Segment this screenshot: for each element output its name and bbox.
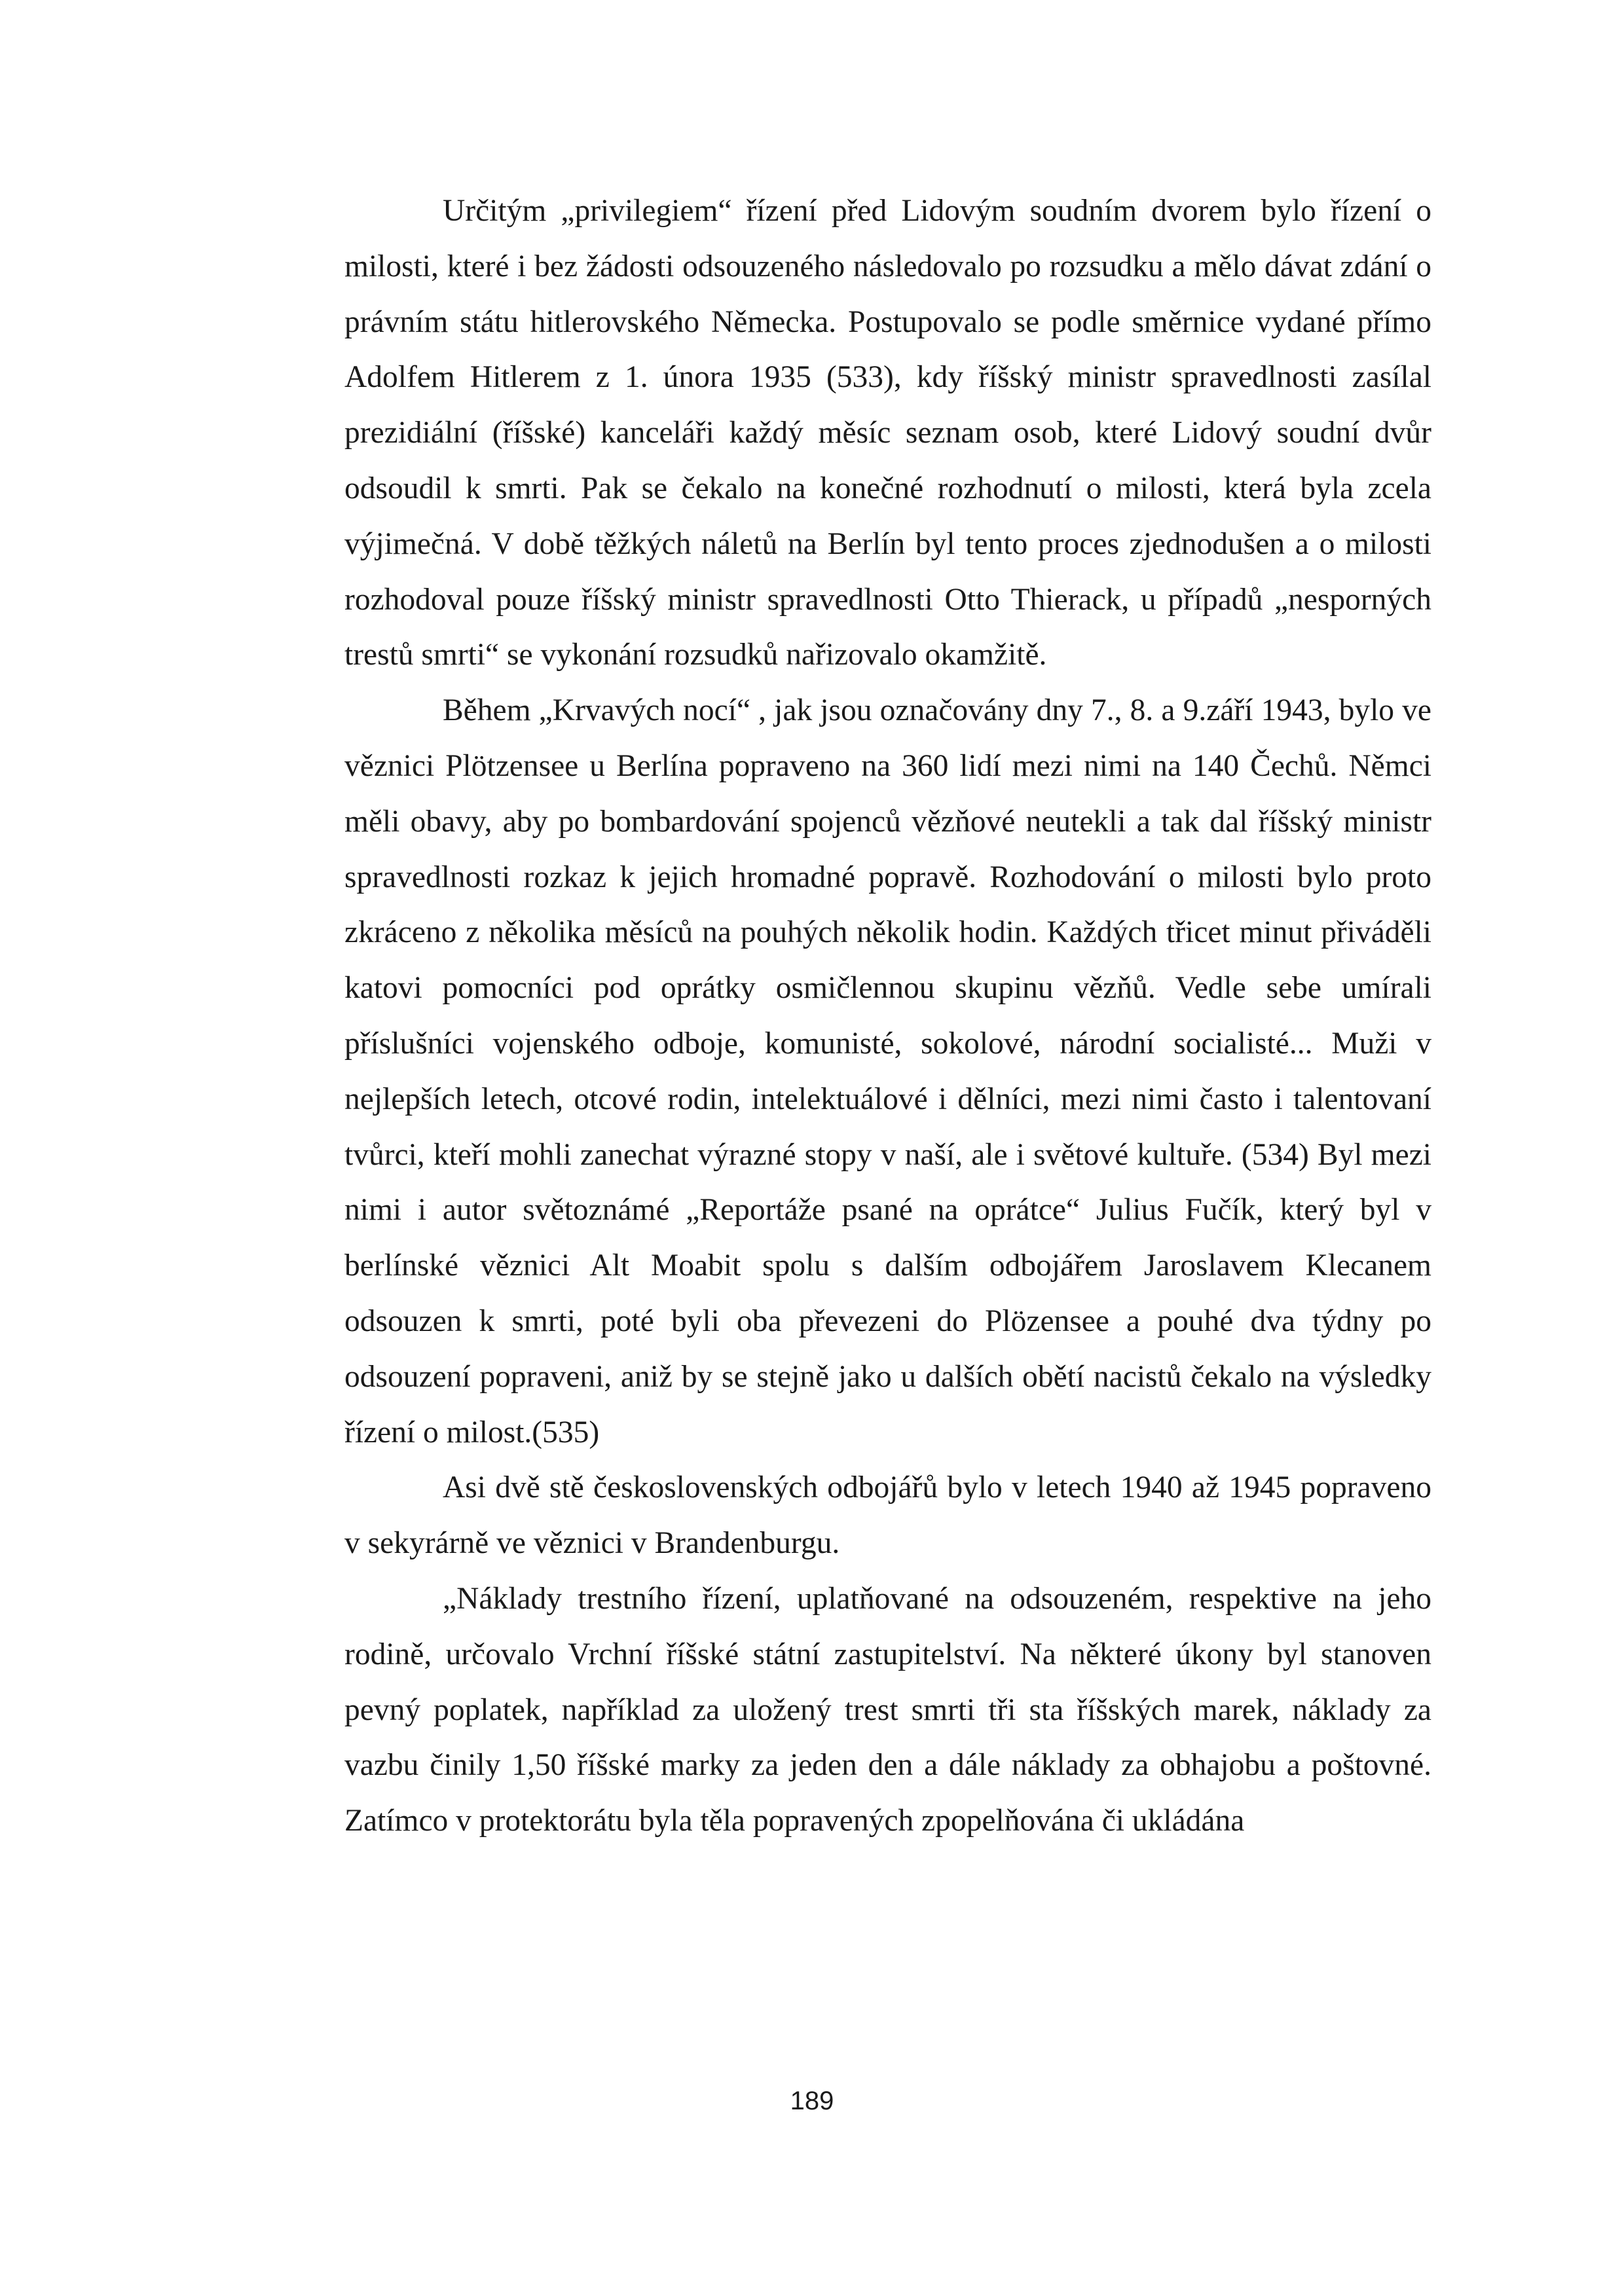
paragraph-clemency-procedure: Určitým „privilegiem“ řízení před Lidovým soudním dvorem bylo řízení o milosti, které i bez žádosti odsouzeného následovalo po rozsudku a mělo dávat zdání o právním státu hitlerovského Německa. Postupovalo se podle směrnice vydané přímo Adolfem Hitlerem z 1. února 1935 (533), kdy říšský ministr spravedlnosti zasílal prezidiální (říšské) kanceláři každý měsíc seznam osob, které Lidový soudní dvůr odsoudil k smrti. Pak se čekalo na konečné rozhodnutí o milosti, která byla zcela výjimečná. V době těžkých náletů na Berlín byl tento proces zjednodušen a o milosti rozhodoval pouze říšský ministr spravedlnosti Otto Thierack, u případů „nesporných trestů smrti“ se vykonání rozsudků nařizovalo okamžitě.: [344, 194, 1431, 672]
body-text: [344, 183, 1431, 1849]
page-number: 189: [790, 2086, 834, 2115]
paragraph-brandenburg: Asi dvě stě československých odbojářů bylo v letech 1940 až 1945 popraveno v sekyrárně ve věznici v Brandenburgu.: [344, 1470, 1431, 1561]
paragraph-proceeding-costs: „Náklady trestního řízení, uplatňované na odsouzeném, respektive na jeho rodině, určovalo Vrchní říšské státní zastupitelství. Na některé úkony byl stanoven pevný poplatek, například za uložený trest smrti tři sta říšských marek, náklady za vazbu činily 1,50 říšské marky za jeden den a dále náklady za obhajobu a poštovné. Zatímco v protektorátu byla těla popravených zpopelňována či ukládána: [344, 1581, 1431, 1838]
paragraph-bloody-nights: Během „Krvavých nocí“ , jak jsou označovány dny 7., 8. a 9.září 1943, bylo ve věznici Plötzensee u Berlína popraveno na 360 lidí mezi nimi na 140 Čechů. Němci měli obavy, aby po bombardování spojenců vězňové neutekli a tak dal říšský ministr spravedlnosti rozkaz k jejich hromadné popravě. Rozhodování o milosti bylo proto zkráceno z několika měsíců na pouhých několik hodin. Každých třicet minut přiváděli katovi pomocníci pod oprátky osmičlennou skupinu vězňů. Vedle sebe umírali příslušníci vojenského odboje, komunisté, sokolové, národní socialisté... Muži v nejlepších letech, otcové rodin, intelektuálové i dělníci, mezi nimi často i talentovaní tvůrci, kteří mohli zanechat výrazné stopy v naší, ale i světové kultuře. (534) Byl mezi nimi i autor světoznámé „Reportáže psané na oprátce“ Julius Fučík, který byl v berlínské věznici Alt Moabit spolu s dalším odbojářem Jaroslavem Klecanem odsouzen k smrti, poté byli oba převezeni do Plözensee a pouhé dva týdny po odsouzení popraveni, aniž by se stejně jako u dalších obětí nacistů čekalo na výsledky řízení o milost.(535): [344, 693, 1431, 1449]
